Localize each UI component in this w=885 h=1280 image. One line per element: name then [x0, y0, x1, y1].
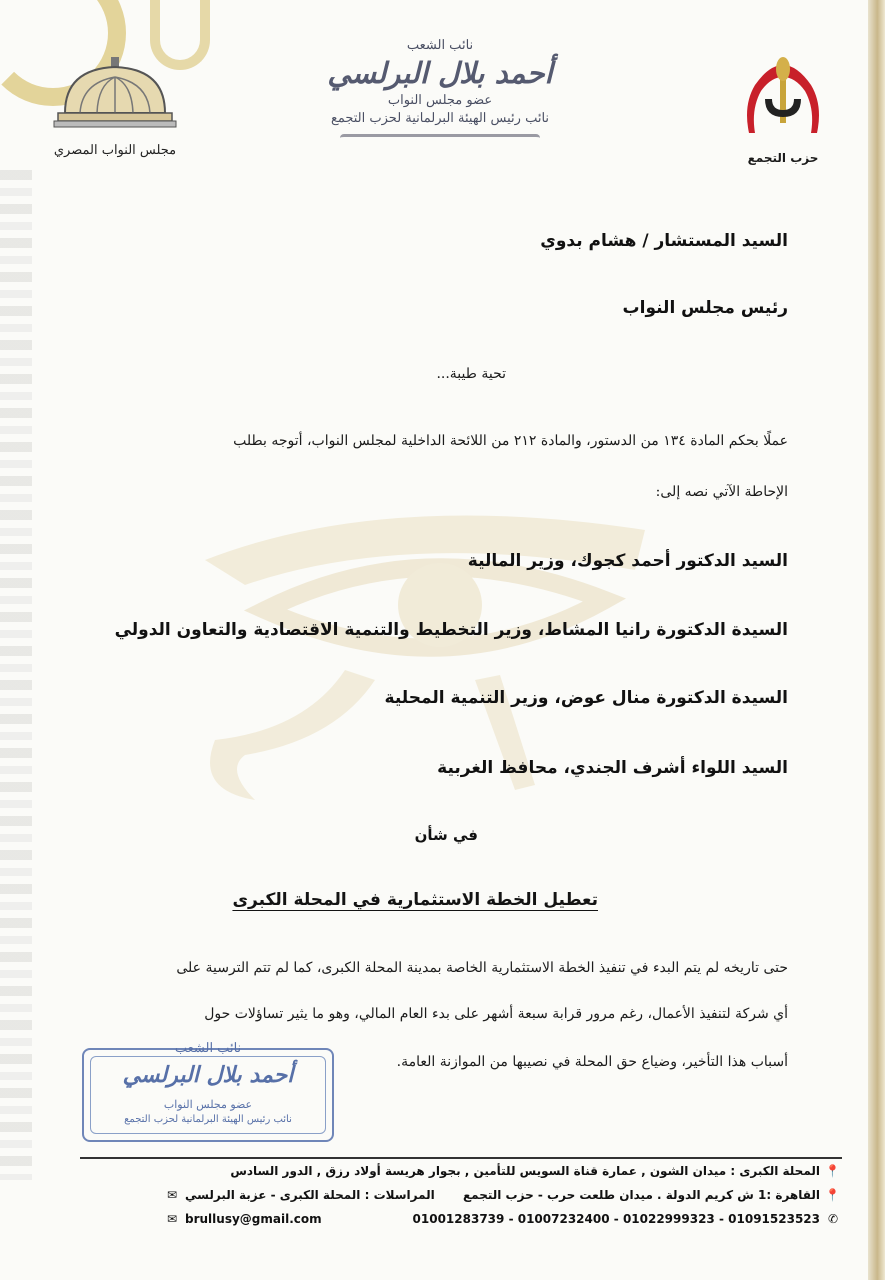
- footer-email[interactable]: [165, 1212, 322, 1226]
- party-emblem-icon: [741, 55, 825, 145]
- gold-page-edge: [868, 0, 885, 1280]
- recipient-4: السيد اللواء أشرف الجندي، محافظ الغربية: [437, 758, 788, 778]
- stamp-role-deputy: نائب رئيس الهيئة البرلمانية لحزب التجمع: [124, 1114, 292, 1125]
- parliament-dome-icon: [50, 55, 180, 135]
- footer-divider: [80, 1157, 842, 1159]
- phone-icon: ✆: [827, 1212, 839, 1226]
- body-line-1: حتى تاريخه لم يتم البدء في تنفيذ الخطة الاستثمارية الخاصة بمدينة المحلة الكبرى، كما لم تتم الترسية على: [176, 960, 788, 976]
- location-pin-icon: 📍: [825, 1164, 840, 1178]
- address-cairo-text: القاهرة :1 ش كريم الدولة . ميدان طلعت حرب - حزب التجمع: [462, 1188, 820, 1202]
- letterhead-divider: [340, 134, 540, 147]
- intro-line-2: الإحاطة الآتي نصه إلى:: [655, 484, 788, 500]
- parliament-logo: [40, 55, 190, 158]
- addressee-title: رئيس مجلس النواب: [622, 298, 788, 318]
- mp-stamp: [82, 1041, 334, 1142]
- envelope-icon: ✉: [166, 1188, 178, 1202]
- footer-address-cairo: [463, 1188, 840, 1202]
- footer-phones: [413, 1212, 840, 1226]
- recipient-3: السيدة الدكتورة منال عوض، وزير التنمية المحلية: [384, 688, 788, 708]
- footer-correspondence: [165, 1188, 435, 1202]
- footer-address-mahalla: [230, 1164, 840, 1178]
- stamp-name: أحمد بلال البرلسي: [122, 1062, 294, 1088]
- body-line-3: أسباب هذا التأخير، وضياع حق المحلة في نصيبها من الموازنة العامة.: [396, 1054, 788, 1070]
- regarding: في شأن: [414, 826, 478, 844]
- recipient-2: السيدة الدكتورة رانيا المشاط، وزير التخطيط والتنمية الاقتصادية والتعاون الدولي: [114, 620, 788, 640]
- recipient-1: السيد الدكتور أحمد كجوك، وزير المالية: [467, 551, 788, 571]
- party-name: حزب التجمع: [747, 151, 819, 165]
- intro-line-1: عملًا بحكم المادة ١٣٤ من الدستور، والمادة ٢١٢ من اللائحة الداخلية لمجلس النواب، أتوجه بطلب: [233, 433, 788, 449]
- body-line-2: أي شركة لتنفيذ الأعمال، رغم مرور قرابة سبعة أشهر على بدء العام المالي، وهو ما يثير تساؤلات حول: [204, 1006, 788, 1022]
- parliament-name: مجلس النواب المصري: [53, 143, 177, 158]
- party-logo: [728, 55, 838, 165]
- greeting: تحية طيبة...: [436, 366, 506, 382]
- addressee: السيد المستشار / هشام بدوي: [540, 231, 788, 251]
- mp-name: أحمد بلال البرلسي: [327, 56, 553, 90]
- stamp-title: نائب الشعب: [174, 1041, 242, 1056]
- envelope-icon: ✉: [166, 1212, 178, 1226]
- correspondence-text: المراسلات : المحلة الكبرى - عزبة البرلسي: [185, 1188, 435, 1202]
- mp-title: نائب الشعب: [406, 38, 474, 53]
- subject: تعطيل الخطة الاستثمارية في المحلة الكبرى: [232, 890, 598, 910]
- email-text[interactable]: brullusy@gmail.com: [185, 1212, 322, 1226]
- address-mahalla-text: المحلة الكبرى : ميدان الشون , عمارة قناة السويس للتأمين , بجوار هريسة أولاد رزق , الدور السادس: [230, 1164, 820, 1178]
- mp-role-member: عضو مجلس النواب: [387, 93, 493, 108]
- location-pin-icon: 📍: [825, 1188, 840, 1202]
- phones-text: 01091523523 - 01022999323 - 01007232400 - 01001283739: [412, 1212, 820, 1226]
- decorative-side-pattern: [0, 170, 32, 1180]
- stamp-role-member: عضو مجلس النواب: [163, 1098, 253, 1111]
- mp-role-deputy: نائب رئيس الهيئة البرلمانية لحزب التجمع: [330, 111, 550, 126]
- mp-letterhead: [320, 38, 560, 147]
